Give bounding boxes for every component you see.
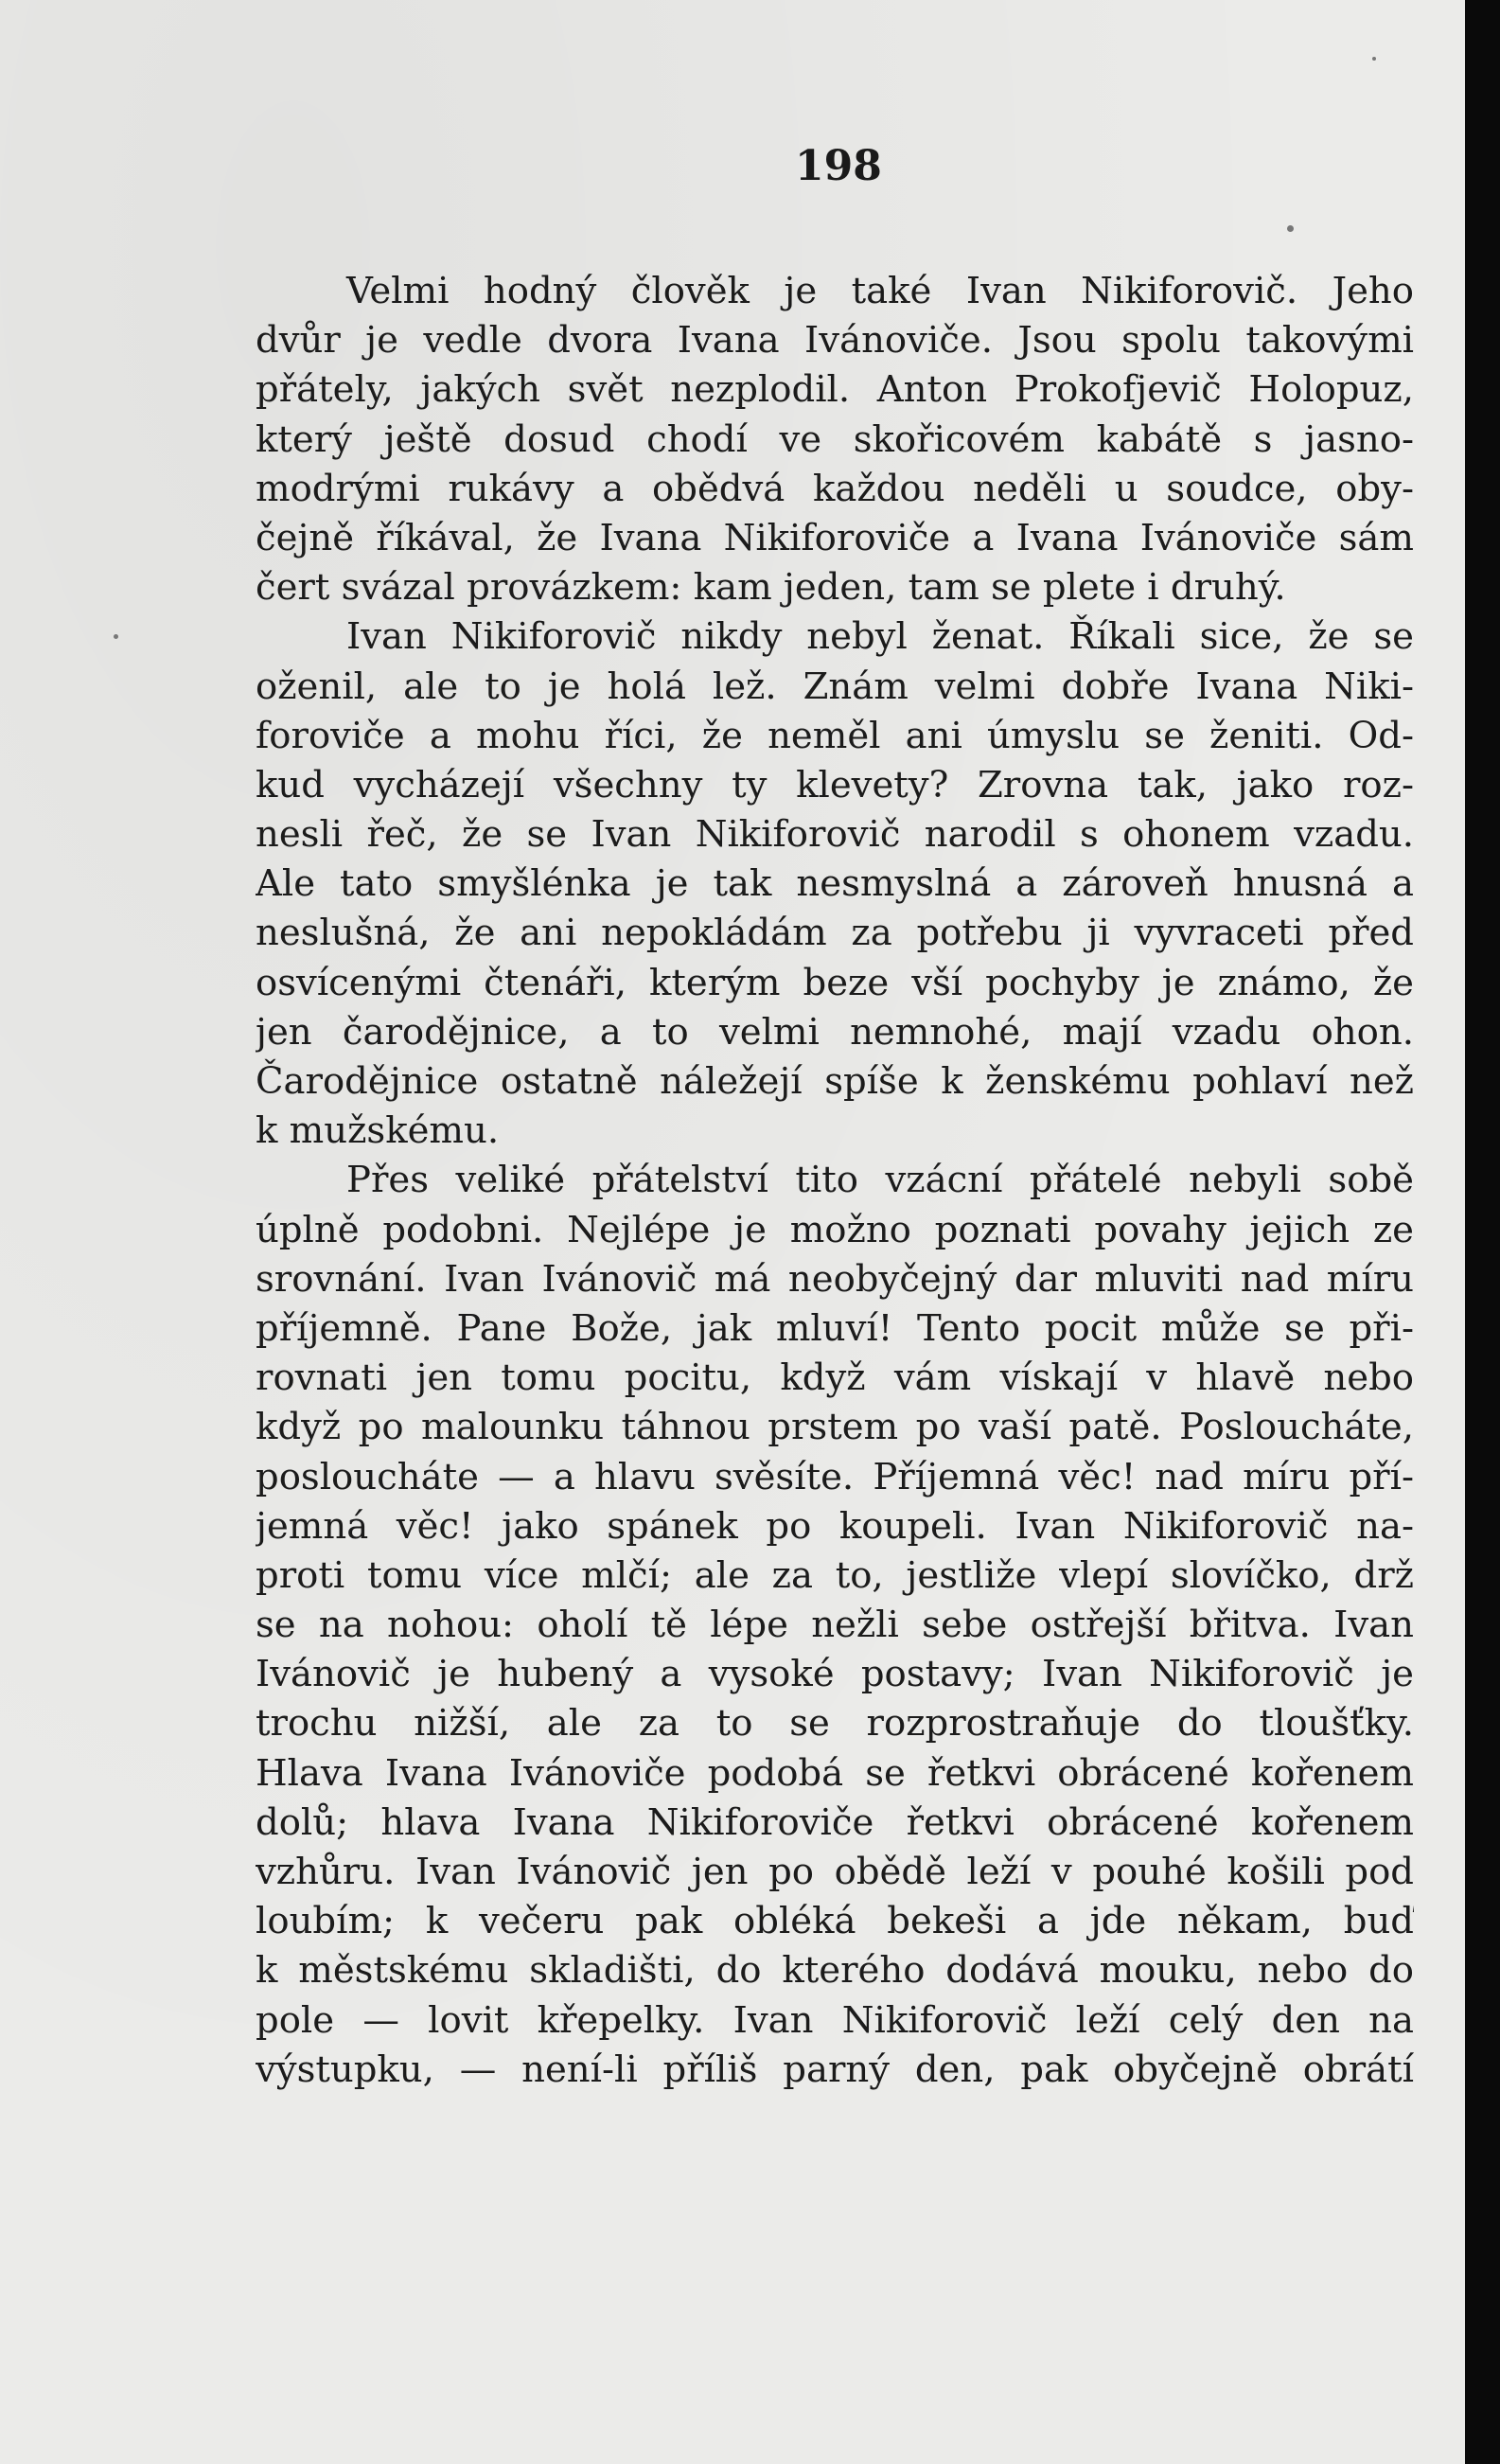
- text-line: čert svázal provázkem: kam jeden, tam se plete i druhý.: [256, 566, 1286, 610]
- text-line: k mužskému.: [256, 1109, 500, 1153]
- text-line: vzhůru. Ivan Ivánovič jen po obědě leží v pouhé košili pod: [256, 1851, 1414, 1893]
- text-line: Ale tato smyšlénka je tak nesmyslná a zároveň hnusná a: [256, 862, 1414, 906]
- paper-speck: [1287, 225, 1294, 232]
- text-line: trochu nižší, ale za to se rozprostraňuje do tloušťky.: [256, 1702, 1414, 1746]
- text-line: posloucháte — a hlavu svěsíte. Příjemná věc! nad míru pří-: [256, 1455, 1414, 1498]
- text-line: nesli řeč, že se Ivan Nikiforovič narodil s ohonem vzadu.: [256, 813, 1414, 857]
- text-line: který ještě dosud chodí ve skořicovém kabátě s jasno-: [256, 417, 1414, 461]
- text-line: dvůr je vedle dvora Ivana Ivánoviče. Jsou spolu takovými: [256, 319, 1414, 363]
- text-line: úplně podobni. Nejlépe je možno poznati povahy jejich ze: [256, 1208, 1414, 1251]
- text-line: rovnati jen tomu pocitu, když vám vískají v hlavě nebo: [256, 1356, 1414, 1400]
- paper-speck: [1372, 57, 1376, 61]
- text-line: výstupku, — není-li příliš parný den, pak obyčejně obrátí: [256, 2047, 1414, 2091]
- text-line: jemná věc! jako spánek po koupeli. Ivan Nikiforovič na-: [256, 1504, 1414, 1548]
- text-line: oženil, ale to je holá lež. Znám velmi dobře Ivana Niki-: [256, 665, 1414, 708]
- text-line: jen čarodějnice, a to velmi nemnohé, mají vzadu ohon.: [256, 1010, 1414, 1054]
- text-line: osvícenými čtenáři, kterým beze vší pochyby je známo, že: [256, 961, 1414, 1004]
- paper-speck: [114, 634, 118, 639]
- text-line: kud vycházejí všechny ty klevety? Zrovna tak, jako roz-: [256, 763, 1414, 807]
- text-line: neslušná, že ani nepokládám za potřebu ji vyvraceti před: [256, 912, 1414, 955]
- text-line: Velmi hodný člověk je také Ivan Nikiforovič. Jeho: [346, 270, 1414, 312]
- text-line: přátely, jakých svět nezplodil. Anton Prokofjevič Holopuz,: [256, 368, 1414, 412]
- text-line: pole — lovit křepelky. Ivan Nikiforovič leží celý den na: [256, 1998, 1414, 2042]
- text-line: k městskému skladišti, do kterého dodává mouku, nebo do: [256, 1949, 1414, 1993]
- body-text: [256, 267, 1414, 2095]
- text-line: foroviče a mohu říci, že neměl ani úmyslu se ženiti. Od-: [256, 714, 1414, 757]
- text-line: Hlava Ivana Ivánoviče podobá se řetkvi obrácené kořenem: [256, 1751, 1414, 1795]
- text-line: Ivan Nikiforovič nikdy nebyl ženat. Říkali sice, že se: [346, 615, 1414, 659]
- text-line: modrými rukávy a obědvá každou neděli u soudce, oby-: [256, 467, 1414, 510]
- text-line: Čarodějnice ostatně náležejí spíše k ženskému pohlaví než: [256, 1060, 1414, 1103]
- text-line: Přes veliké přátelství tito vzácní přátelé nebyli sobě: [346, 1159, 1414, 1202]
- text-line: srovnání. Ivan Ivánovič má neobyčejný dar mluviti nad míru: [256, 1257, 1414, 1301]
- text-line: se na nohou: oholí tě lépe nežli sebe ostřejší břitva. Ivan: [256, 1604, 1414, 1647]
- text-line: čejně říkával, že Ivana Nikiforoviče a Ivana Ivánoviče sám: [256, 516, 1414, 559]
- text-line: dolů; hlava Ivana Nikiforoviče řetkvi obrácené kořenem: [256, 1800, 1414, 1844]
- scan-edge: [1465, 0, 1500, 2464]
- text-line: loubím; k večeru pak obléká bekeši a jde někam, buď: [256, 1900, 1414, 1943]
- text-line: Ivánovič je hubený a vysoké postavy; Ivan Nikiforovič je: [256, 1653, 1414, 1696]
- text-line: když po malounku táhnou prstem po vaší patě. Posloucháte,: [256, 1406, 1414, 1449]
- text-line: příjemně. Pane Bože, jak mluví! Tento pocit může se při-: [256, 1306, 1414, 1350]
- page-number: 198: [795, 142, 882, 190]
- text-line: proti tomu více mlčí; ale za to, jestliže vlepí slovíčko, drž: [256, 1553, 1414, 1597]
